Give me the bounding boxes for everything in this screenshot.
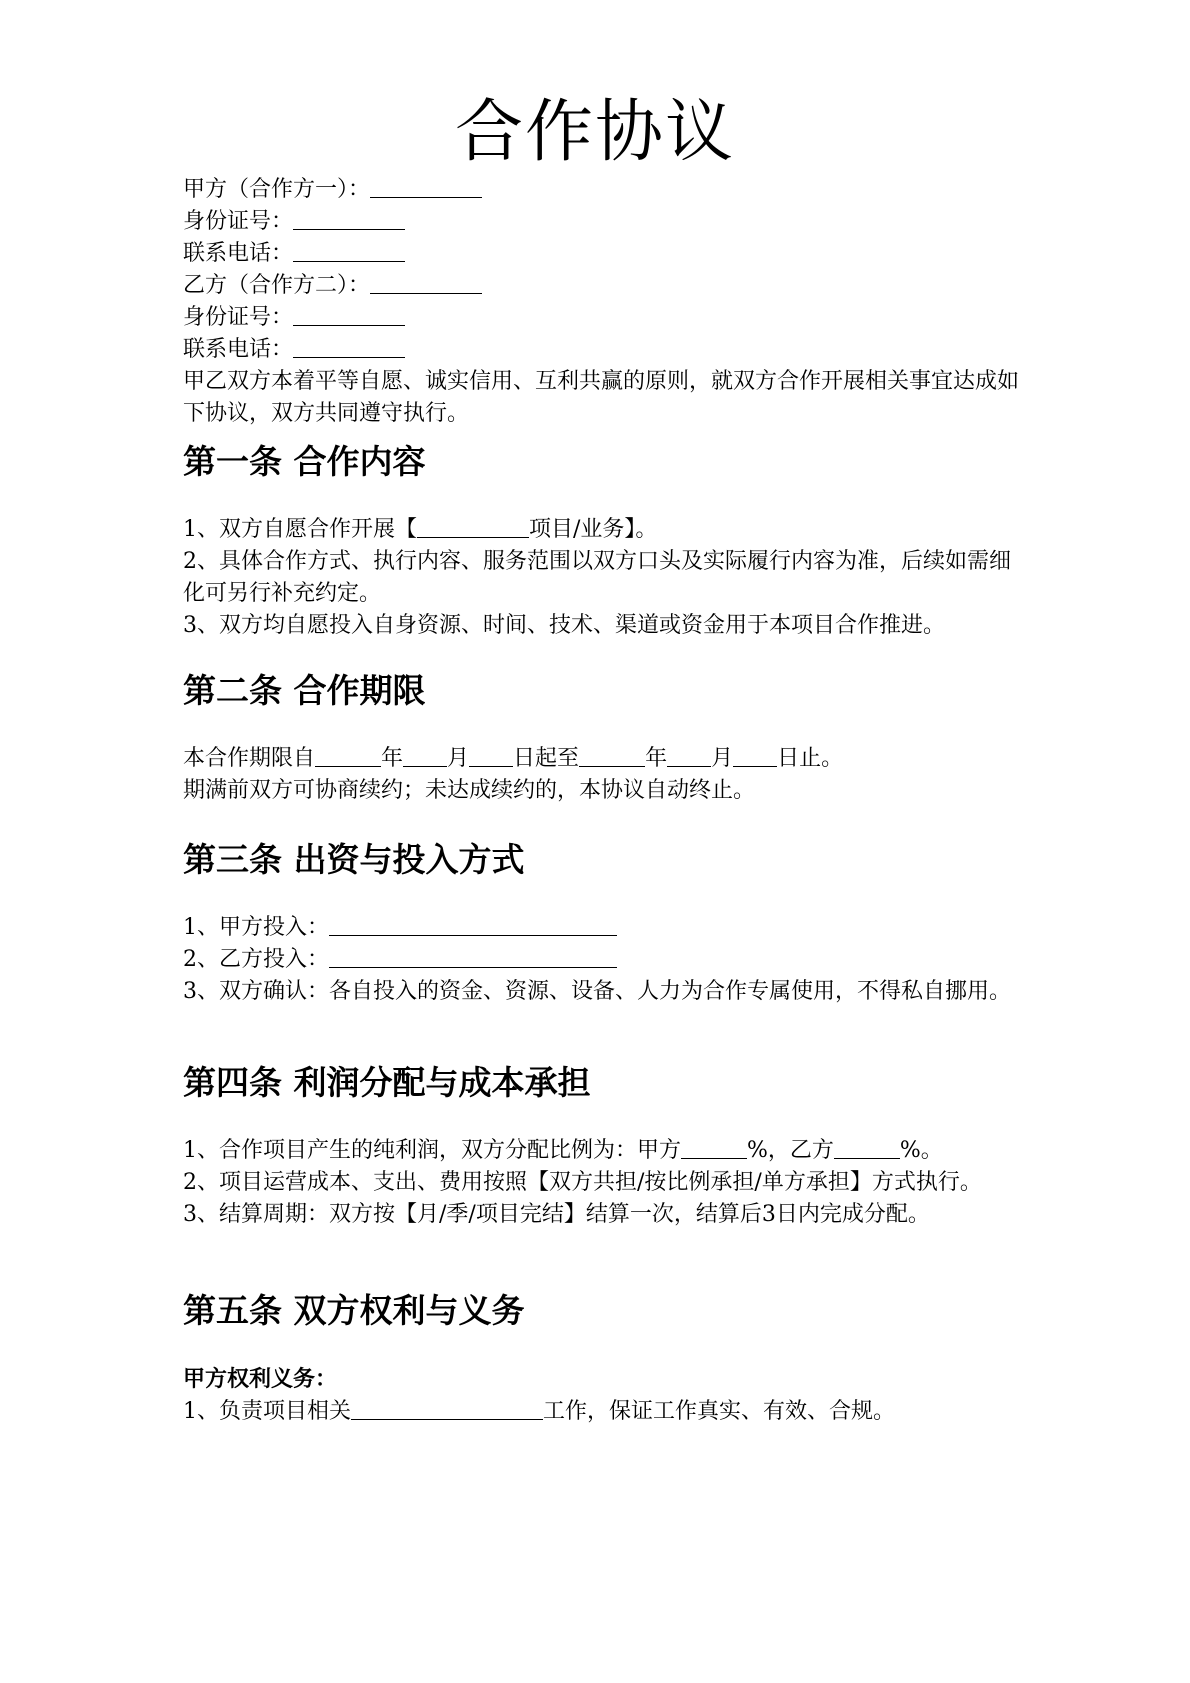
- section-4-body: [183, 1135, 1023, 1231]
- s3-item-1: 1、甲方投入：: [183, 912, 1023, 944]
- end-month-blank[interactable]: [667, 744, 711, 767]
- party-b-ratio-blank[interactable]: [834, 1136, 900, 1159]
- s1-item-2: 2、具体合作方式、执行内容、服务范围以双方口头及实际履行内容为准，后续如需细化可另行补充约定。: [183, 549, 1011, 606]
- section-3-body: [183, 912, 1023, 1008]
- end-year-blank[interactable]: [579, 744, 645, 767]
- s4-item-3: 3、结算周期：双方按【月/季/项目完结】结算一次，结算后3日内完成分配。: [183, 1202, 930, 1227]
- party-a-blank[interactable]: [370, 175, 482, 198]
- parties-block: [183, 174, 1023, 430]
- s3-item-2: 2、乙方投入：: [183, 944, 1023, 976]
- start-day-blank[interactable]: [469, 744, 513, 767]
- party-b-phone-line: 联系电话：: [183, 334, 1023, 366]
- party-b-id-blank[interactable]: [293, 303, 405, 326]
- party-b-investment-blank[interactable]: [329, 945, 617, 968]
- start-month-blank[interactable]: [403, 744, 447, 767]
- party-b-line: 乙方（合作方二）：: [183, 270, 1023, 302]
- section-1-body: [183, 514, 1023, 642]
- s2-renewal-line: 期满前双方可协商续约；未达成续约的，本协议自动终止。: [183, 778, 756, 803]
- party-a-investment-blank[interactable]: [329, 913, 617, 936]
- s4-item-2: 2、项目运营成本、支出、费用按照【双方共担/按比例承担/单方承担】方式执行。: [183, 1170, 982, 1195]
- s1-project-blank[interactable]: [417, 515, 529, 538]
- section-3-heading: 第三条 出资与投入方式: [183, 840, 525, 879]
- s4-item-1: 1、合作项目产生的纯利润，双方分配比例为：甲方 %，乙方 %。: [183, 1138, 943, 1163]
- section-4-heading: 第四条 利润分配与成本承担: [183, 1063, 591, 1102]
- s1-item-3: 3、双方均自愿投入自身资源、时间、技术、渠道或资金用于本项目合作推进。: [183, 613, 945, 638]
- s3-item-3: 3、双方确认：各自投入的资金、资源、设备、人力为合作专属使用，不得私自挪用。: [183, 979, 1011, 1004]
- party-a-phone-line: 联系电话：: [183, 238, 1023, 270]
- end-day-blank[interactable]: [733, 744, 777, 767]
- party-a-ratio-blank[interactable]: [681, 1136, 747, 1159]
- start-year-blank[interactable]: [315, 744, 381, 767]
- party-a-work-blank[interactable]: [351, 1397, 543, 1420]
- party-a-line: 甲方（合作方一）：: [183, 174, 1023, 206]
- party-a-phone-blank[interactable]: [293, 239, 405, 262]
- party-b-id-line: 身份证号：: [183, 302, 1023, 334]
- party-a-id-blank[interactable]: [293, 207, 405, 230]
- party-b-phone-blank[interactable]: [293, 335, 405, 358]
- intro-paragraph: 甲乙双方本着平等自愿、诚实信用、互利共赢的原则，就双方合作开展相关事宜达成如下协议，双方共同遵守执行。: [183, 369, 1020, 426]
- section-1-heading: 第一条 合作内容: [183, 442, 426, 481]
- party-a-id-line: 身份证号：: [183, 206, 1023, 238]
- section-2-heading: 第二条 合作期限: [183, 671, 426, 710]
- section-5-body: [183, 1364, 1023, 1428]
- s5-item-1: 1、负责项目相关 工作，保证工作真实、有效、合规。: [183, 1399, 896, 1424]
- document-title: 合作协议: [454, 93, 735, 172]
- s2-term-line: 本合作期限自 年 月 日起至 年 月 日止。: [183, 746, 844, 771]
- section-5-heading: 第五条 双方权利与义务: [183, 1291, 525, 1330]
- party-a-duties-subheading: 甲方权利义务：: [183, 1367, 338, 1392]
- s1-item-1: 1、双方自愿合作开展【 项目/业务】。: [183, 517, 658, 542]
- party-b-blank[interactable]: [370, 271, 482, 294]
- section-2-body: [183, 743, 1023, 807]
